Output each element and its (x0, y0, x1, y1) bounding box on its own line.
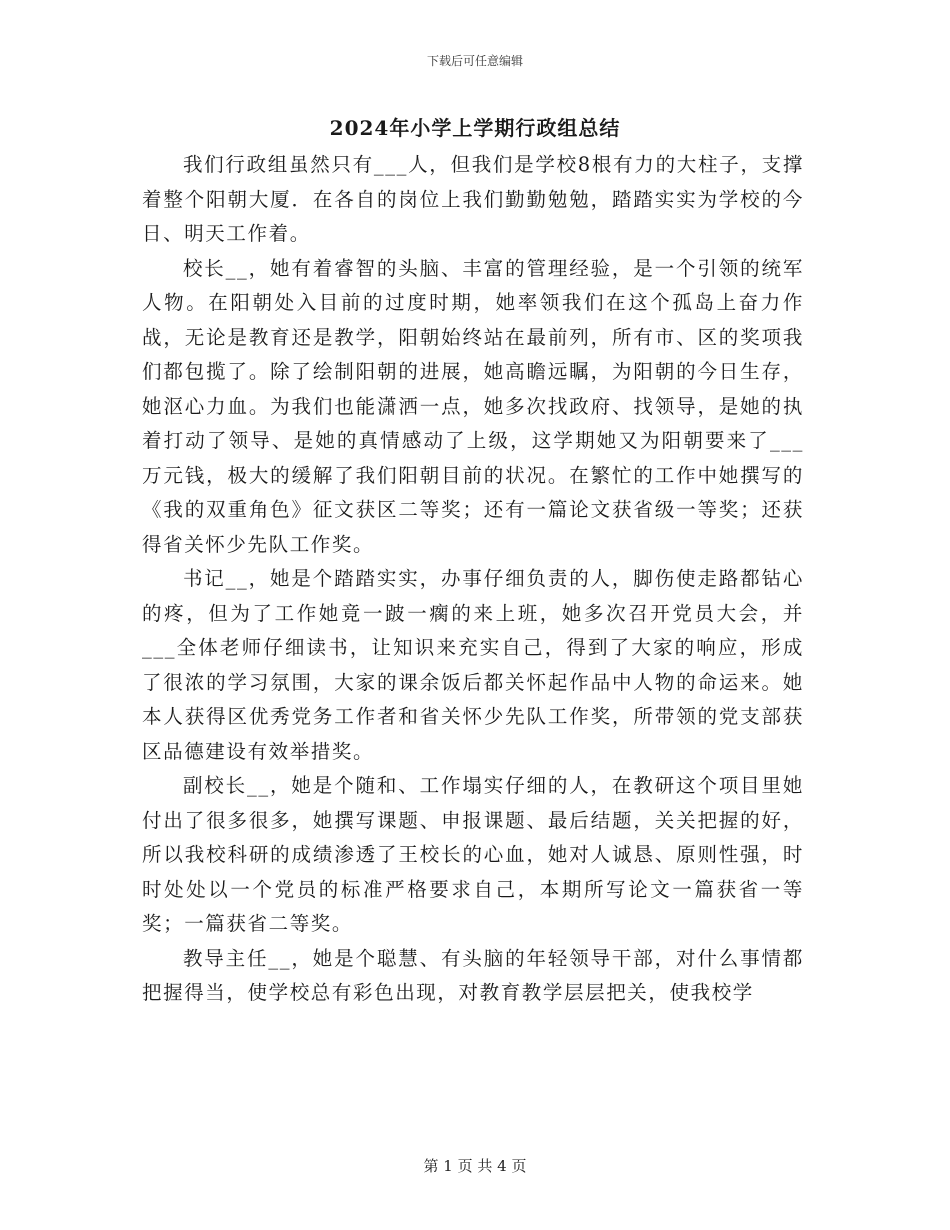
paragraph-intro: 我们行政组虽然只有___人，但我们是学校8根有力的大柱子，支撑着整个阳朝大厦．在各自的岗位上我们勤勤勉勉，踏踏实实为学校的今日、明天工作着。 (142, 153, 804, 245)
document-title: 2024年小学上学期行政组总结 (329, 116, 621, 140)
paragraph-vice-principal: 副校长__，她是个随和、工作塌实仔细的人，在教研这个项目里她付出了很多很多，她撰写课题、申报课题、最后结题，关关把握的好，所以我校科研的成绩渗透了王校长的心血，她对人诚恳、原则性强，时时处处以一个党员的标准严格要求自己，本期所写论文一篇获省一等奖；一篇获省二等奖。 (142, 774, 804, 935)
paragraph-dean: 教导主任__，她是个聪慧、有头脑的年轻领导干部，对什么事情都把握得当，使学校总有彩色出现，对教育教学层层把关，使我校学 (142, 946, 804, 1004)
page-footer-number: 第 1 页 共 4 页 (423, 1157, 527, 1175)
paragraph-secretary: 书记__，她是个踏踏实实，办事仔细负责的人，脚伤使走路都钻心的疼，但为了工作她竟一跛一瘸的来上班，她多次召开党员大会，并___全体老师仔细读书，让知识来充实自己，得到了大家的响应，形成了很浓的学习氛围，大家的课余饭后都关怀起作品中人物的命运来。她本人获得区优秀党务工作者和省关怀少先队工作奖，所带领的党支部获区品德建设有效举措奖。 (142, 567, 804, 763)
paragraph-principal: 校长__，她有着睿智的头脑、丰富的管理经验，是一个引领的统军人物。在阳朝处入目前的过度时期，她率领我们在这个孤岛上奋力作战，无论是教育还是教学，阳朝始终站在最前列，所有市、区的奖项我们都包揽了。除了绘制阳朝的进展，她高瞻远瞩，为阳朝的今日生存，她沤心力血。为我们也能潇洒一点，她多次找政府、找领导，是她的执着打动了领导、是她的真情感动了上级，这学期她又为阳朝要来了___万元钱，极大的缓解了我们阳朝目前的状况。在繁忙的工作中她撰写的《我的双重角色》征文获区二等奖；还有一篇论文获省级一等奖；还获得省关怀少先队工作奖。 (142, 256, 804, 556)
page-header-note: 下载后可任意编辑 (426, 54, 523, 68)
document-body (142, 148, 804, 1011)
